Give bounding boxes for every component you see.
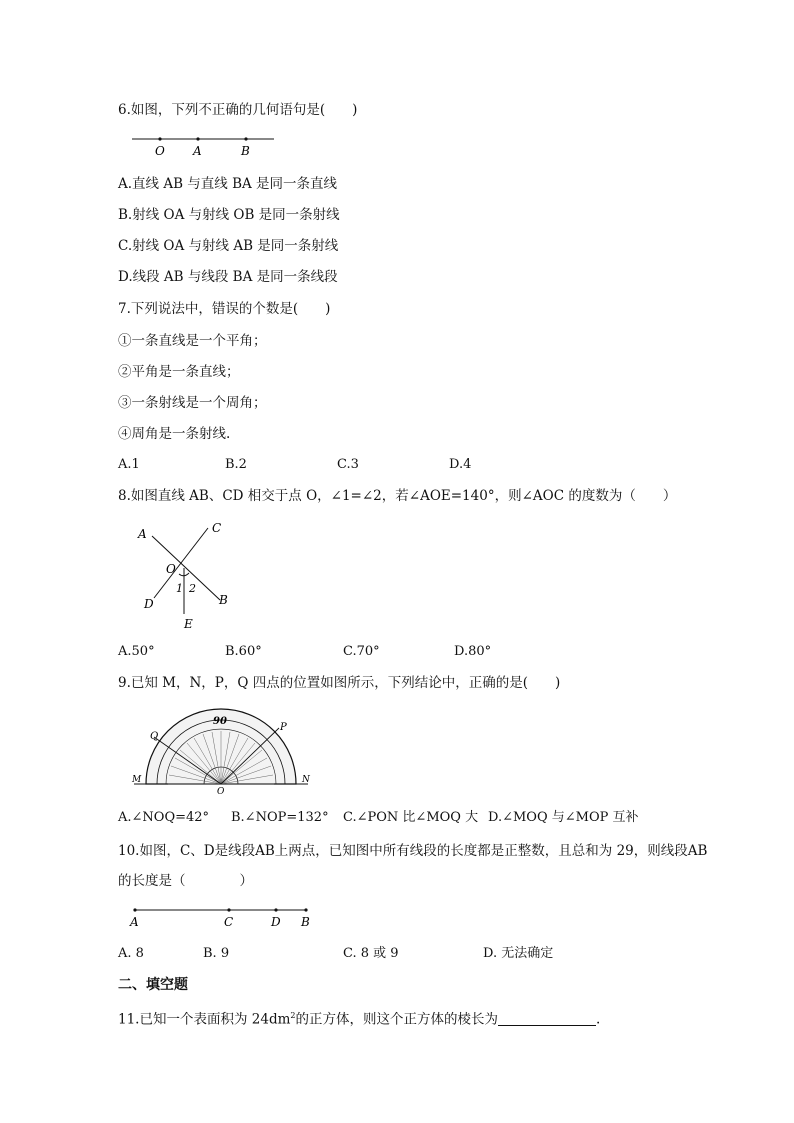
q6-label-b: B [241, 144, 250, 158]
q10-label-d: D [271, 915, 281, 929]
q10-stem-line1: 10.如图，C、D是线段AB上两点，已知图中所有线段的长度都是正整数，且总和为 29，则线段AB [118, 843, 708, 859]
section-2-heading: 二、填空题 [118, 977, 188, 993]
q11-stem-sup: 2 [290, 1011, 296, 1020]
q8-option-b: B.60° [225, 644, 262, 659]
q10-label-b: B [301, 915, 310, 929]
q10-option-b: B. 9 [203, 946, 230, 961]
q9-label-o: O [217, 787, 225, 797]
q9-label-q: Q [150, 731, 159, 742]
q6-stem: 6.如图，下列不正确的几何语句是( ) [118, 102, 358, 118]
q8-label-c: C [212, 521, 222, 535]
q11-answer-blank[interactable] [498, 1011, 596, 1026]
q9-label-90: 90 [213, 716, 227, 727]
q9-option-d: D.∠MOQ 与∠MOP 互补 [488, 810, 639, 825]
q10-label-c: C [224, 915, 234, 929]
q8-option-a: A.50° [118, 644, 155, 659]
q6-label-a: A [193, 144, 202, 158]
q9-label-n: N [302, 775, 310, 785]
q10-option-a: A. 8 [118, 946, 144, 961]
q8-label-a: A [138, 527, 147, 541]
q8-label-e: E [184, 617, 193, 631]
q7-statement-1: ①一条直线是一个平角； [118, 333, 267, 349]
q6-line-figure [128, 130, 278, 158]
q10-stem-line2: 的长度是（ ） [118, 873, 253, 889]
q8-option-d: D.80° [454, 644, 492, 659]
q10-label-a: A [130, 915, 139, 929]
q9-protractor-figure [128, 705, 314, 797]
q7-statement-4: ④周角是一条射线. [118, 426, 231, 442]
q7-option-d: D.4 [449, 457, 472, 472]
q8-intersecting-lines-figure [132, 518, 242, 633]
q6-option-b: B.射线 OA 与射线 OB 是同一条射线 [118, 207, 340, 223]
q8-label-b: B [219, 593, 228, 607]
q8-label-2: 2 [189, 582, 196, 595]
q8-label-d: D [144, 597, 154, 611]
q10-option-d: D. 无法确定 [483, 946, 554, 961]
q10-segment-figure [126, 902, 322, 932]
q9-label-p: P [280, 722, 287, 733]
q7-option-b: B.2 [225, 457, 247, 472]
q7-option-a: A.1 [118, 457, 140, 472]
q11-stem-end: . [595, 1011, 601, 1028]
q11-stem [118, 1007, 600, 1029]
q10-option-c: C. 8 或 9 [343, 946, 399, 961]
q11-stem-middle: 的正方体，则这个正方体的棱长为 [295, 1011, 498, 1028]
q11-stem-prefix: 11.已知一个表面积为 24dm [118, 1011, 291, 1028]
q6-option-a: A.直线 AB 与直线 BA 是同一条直线 [118, 176, 338, 192]
q8-stem: 8.如图直线 AB、CD 相交于点 O，∠1=∠2，若∠AOE=140°，则∠AOC 的度数为（ ） [118, 488, 677, 504]
q7-stem: 7.下列说法中，错误的个数是( ) [118, 301, 331, 317]
q7-statement-3: ③一条射线是一个周角； [118, 395, 267, 411]
q8-label-1: 1 [176, 582, 183, 595]
q6-option-c: C.射线 OA 与射线 AB 是同一条射线 [118, 238, 339, 254]
q7-statement-2: ②平角是一条直线； [118, 364, 240, 380]
q9-stem: 9.已知 M，N，P，Q 四点的位置如图所示，下列结论中，正确的是( ) [118, 675, 561, 691]
q7-option-c: C.3 [337, 457, 359, 472]
q6-label-o: O [155, 144, 165, 158]
q9-option-c: C.∠PON 比∠MOQ 大 [343, 810, 479, 825]
q6-option-d: D.线段 AB 与线段 BA 是同一条线段 [118, 269, 338, 285]
q9-label-m: M [132, 775, 142, 785]
q8-label-o: O [166, 562, 176, 576]
q9-option-b: B.∠NOP=132° [231, 810, 329, 825]
q8-option-c: C.70° [343, 644, 380, 659]
q9-option-a: A.∠NOQ=42° [118, 810, 210, 825]
